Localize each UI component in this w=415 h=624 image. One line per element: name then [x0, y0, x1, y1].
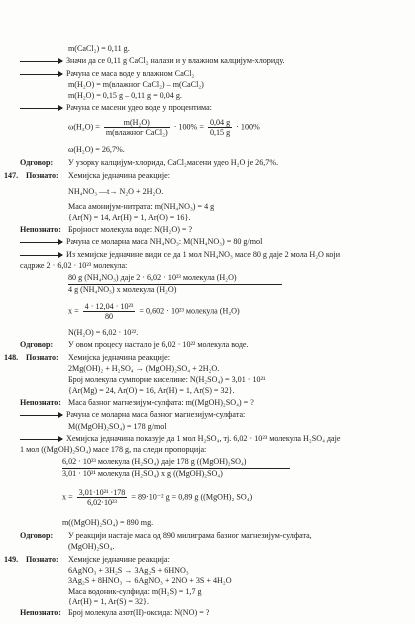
formula-x: x = $\frac{\text{3,01·10²¹ ·178}}{\text{6,02·10²³}}$ = 89·10⁻² g = 0,89 g ((MgOH)₂ SO₄): [62, 488, 253, 508]
arrow-line: Хемијска једначина показује да 1 мол H₂SO₄, тј. 6,02 · 10²³ молекула H₂SO₄ даје: [20, 434, 340, 443]
problem-number: 148.: [4, 353, 19, 362]
arrow-line: Из хемијске једначине види се да 1 мол NH₄NO₃ масе 80 g даје 2 мола H₂O који: [20, 250, 340, 259]
arrow-line: Рачуна се моларна маса базног магнезијум-сулфата:: [20, 410, 245, 419]
text-line: 1 мол ((MgOH)₂SO₄) масе 178 g, па следи пропорција:: [20, 445, 207, 454]
text-line: {Ar(H) = 1, Ar(S) = 32}.: [68, 597, 149, 606]
problem-number: 149.: [4, 555, 19, 564]
formula-x: x = $\frac{\text{4 · 12,04 · 10²³}}{80}$ = 0,602 · 10²³ молекула (H₂O): [68, 302, 240, 322]
arrow-icon: [20, 255, 62, 256]
text-line: Маса амонијум-нитрата: m(NH₄NO₃) = 4 g: [68, 202, 215, 211]
text-line: m(H₂O) = 0,15 g – 0,11 g = 0,04 g.: [68, 91, 182, 100]
arrow-icon: [20, 242, 62, 243]
arrow-icon: [20, 74, 62, 75]
arrow-icon: [20, 61, 62, 62]
arrow-line: Рачуна се моларна маса NH₄NO₃: M(NH₄NO₃) = 80 g/mol: [20, 237, 262, 246]
equation: 6AgNO₃ + 3H₂S → 3Ag₂S + 6HNO₃: [68, 566, 189, 575]
arrow-line: Рачуна се масени удео воде у процентима:: [20, 103, 212, 112]
text-line: Маса водоник-сулфида: m(H₂S) = 1,7 g: [68, 587, 202, 596]
answer-line: Одговор: У узорку калцијум-хлорида, CaCl₂масени удео H₂O је 26,7%.: [20, 158, 279, 167]
unknown-label: Непознато:: [20, 608, 61, 617]
unknown-label: Непознато:: [20, 225, 61, 234]
text-line: Број молекула азот(II)-оксида: N(NO) = ?: [68, 608, 210, 617]
arrow-icon: [20, 439, 62, 440]
result-line: N(H₂O) = 6,02 · 10²².: [68, 328, 139, 337]
text-line: m(CaCl₂) = 0,11 g.: [68, 44, 130, 53]
text-line: Хемијска једначина реакције:: [68, 171, 170, 180]
given-label: Познато:: [26, 171, 59, 180]
arrow-line: Рачуна се маса воде у влажном CaCl₂: [20, 69, 194, 78]
text-line: ω(H₂O) = 26,7%.: [68, 145, 125, 154]
text-line: Бројност молекула воде: N(H₂O) = ?: [68, 225, 193, 234]
given-label: Познато:: [26, 353, 59, 362]
answer-line: Одговор: У реакцији настаје маса од 890 милиграма базног магнезијум-сулфата,: [20, 531, 312, 540]
text-line: m(H₂O) = m(влажног CaCl₂) – m(CaCl₂): [68, 80, 204, 89]
text-line: Хемијска једначина реакције:: [68, 353, 170, 362]
proportion-line: 4 g (NH₄NO₃) x молекула (H₂O): [68, 285, 177, 294]
arrow-icon: [20, 415, 62, 416]
result-line: m((MgOH)₂SO₄) = 890 mg.: [62, 518, 154, 527]
unknown-label: Непознато:: [20, 398, 61, 407]
text-line: Маса базног магнезијум-сулфата: m((MgOH)₂SO₄) = ?: [68, 398, 254, 407]
text-line: {Ar(Mg) = 24, Ar(O) = 16, Ar(H) = 1, Ar(S) = 32}.: [68, 386, 235, 395]
proportion-line: 3,01 · 10²¹ молекула (H₂SO₄) x g ((MgOH)₂SO₄): [62, 469, 223, 478]
text-line: (MgOH)₂SO₄.: [68, 542, 115, 551]
text-line: Хемијске једначине реакција:: [68, 555, 170, 564]
equation: NH₄NO₃ —t→ N₂O + 2H₂O.: [68, 187, 164, 196]
problem-number: 147.: [4, 171, 19, 180]
text-line: садрже 2 · 6,02 · 10²³ молекула:: [20, 261, 128, 270]
text-line: M((MgOH)₂SO₄) = 178 g/mol: [68, 422, 167, 431]
formula-omega: ω(H₂O) = $\frac{\text{m(H₂O)}}{\text{m(влажног CaCl₂)}}$ · 100% = $\frac{0,04 g}{0,15 g}$ · 100%: [68, 118, 260, 138]
proportion-line: 6,02 · 10²³ молекула (H₂SO₄) даје 178 g ((MgOH)₂SO₄): [62, 457, 247, 466]
proportion-line: 80 g (NH₄NO₃) даје 2 · 6,02 · 10²³ молекула (H₂O): [68, 273, 237, 282]
given-label: Познато:: [26, 555, 59, 564]
text-line: {Ar(N) = 14, Ar(H) = 1, Ar(O) = 16}.: [68, 213, 191, 222]
arrow-line: Значи да се 0,11 g CaCl₂ налази и у влажном калцијум-хлориду.: [20, 56, 285, 65]
equation: 2Mg(OH)₂ + H₂SO₄ → (MgOH)₂SO₄ + 2H₂O.: [68, 364, 220, 373]
arrow-icon: [20, 108, 62, 109]
equation: 3Ag₂S + 8HNO₃ → 6AgNO₃ + 2NO + 3S + 4H₂O: [68, 576, 232, 585]
answer-line: Одговор: У овом процесу настало је 6,02 · 10²² молекула воде.: [20, 340, 249, 349]
text-line: Број молекула сумпорне киселине: N(H₂SO₄) = 3,01 · 10²¹: [68, 375, 266, 384]
